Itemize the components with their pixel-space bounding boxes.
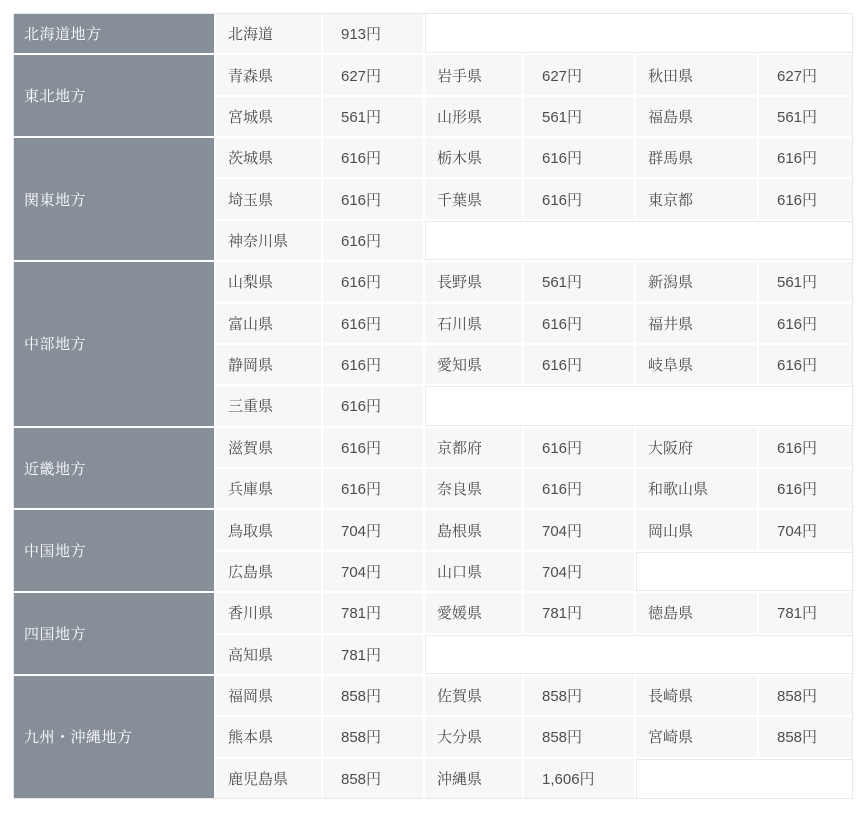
- prefecture-cell: 山口県: [425, 552, 522, 591]
- region-label: 中部地方: [24, 336, 87, 354]
- empty-filler-cell: [425, 386, 852, 425]
- region-header: [14, 138, 214, 260]
- prefecture-cell: 栃木県: [425, 138, 522, 177]
- fee-cell: 616円: [759, 345, 852, 384]
- prefecture-cell: 岐阜県: [636, 345, 757, 384]
- prefecture-cell: 富山県: [216, 304, 321, 343]
- fee-cell: 627円: [323, 55, 423, 94]
- prefecture-cell: 静岡県: [216, 345, 321, 384]
- prefecture-cell: 青森県: [216, 55, 321, 94]
- fee-cell: 616円: [524, 304, 634, 343]
- prefecture-cell: 鳥取県: [216, 510, 321, 549]
- prefecture-cell: 岩手県: [425, 55, 522, 94]
- prefecture-cell: 愛知県: [425, 345, 522, 384]
- fee-cell: 858円: [323, 676, 423, 715]
- prefecture-cell: 福岡県: [216, 676, 321, 715]
- prefecture-cell: 高知県: [216, 635, 321, 674]
- prefecture-cell: 鹿児島県: [216, 759, 321, 798]
- prefecture-cell: 愛媛県: [425, 593, 522, 632]
- empty-filler-cell: [425, 14, 852, 53]
- prefecture-cell: 香川県: [216, 593, 321, 632]
- prefecture-cell: 茨城県: [216, 138, 321, 177]
- prefecture-cell: 福島県: [636, 97, 757, 136]
- prefecture-cell: 岡山県: [636, 510, 757, 549]
- fee-cell: 616円: [323, 179, 423, 218]
- shipping-fee-table: [13, 13, 853, 799]
- region-header: [14, 593, 214, 674]
- prefecture-cell: 兵庫県: [216, 469, 321, 508]
- region-label: 九州・沖縄地方: [24, 729, 133, 747]
- prefecture-cell: 沖縄県: [425, 759, 522, 798]
- fee-cell: 616円: [524, 138, 634, 177]
- prefecture-cell: 熊本県: [216, 717, 321, 756]
- fee-cell: 616円: [759, 469, 852, 508]
- fee-cell: 616円: [323, 469, 423, 508]
- region-header: [14, 676, 214, 798]
- fee-cell: 561円: [759, 262, 852, 301]
- prefecture-cell: 長崎県: [636, 676, 757, 715]
- fee-cell: 704円: [323, 552, 423, 591]
- region-label: 中国地方: [24, 543, 87, 561]
- fee-cell: 704円: [323, 510, 423, 549]
- fee-cell: 627円: [759, 55, 852, 94]
- prefecture-cell: 山形県: [425, 97, 522, 136]
- fee-cell: 858円: [759, 676, 852, 715]
- fee-cell: 616円: [524, 345, 634, 384]
- fee-cell: 858円: [524, 676, 634, 715]
- prefecture-cell: 福井県: [636, 304, 757, 343]
- fee-cell: 616円: [323, 138, 423, 177]
- prefecture-cell: 群馬県: [636, 138, 757, 177]
- region-label: 四国地方: [24, 626, 87, 644]
- fee-cell: 616円: [759, 179, 852, 218]
- fee-cell: 616円: [323, 304, 423, 343]
- fee-cell: 561円: [524, 262, 634, 301]
- fee-cell: 858円: [323, 717, 423, 756]
- prefecture-cell: 奈良県: [425, 469, 522, 508]
- fee-cell: 858円: [524, 717, 634, 756]
- prefecture-cell: 石川県: [425, 304, 522, 343]
- prefecture-cell: 千葉県: [425, 179, 522, 218]
- region-label: 北海道地方: [24, 26, 102, 44]
- prefecture-cell: 宮城県: [216, 97, 321, 136]
- region-header: [14, 510, 214, 591]
- prefecture-cell: 大分県: [425, 717, 522, 756]
- prefecture-cell: 長野県: [425, 262, 522, 301]
- fee-cell: 704円: [524, 510, 634, 549]
- empty-filler-cell: [636, 759, 852, 798]
- fee-cell: 616円: [323, 428, 423, 467]
- page: [0, 13, 862, 826]
- fee-cell: 561円: [524, 97, 634, 136]
- prefecture-cell: 徳島県: [636, 593, 757, 632]
- prefecture-cell: 神奈川県: [216, 221, 321, 260]
- prefecture-cell: 埼玉県: [216, 179, 321, 218]
- prefecture-cell: 宮崎県: [636, 717, 757, 756]
- fee-cell: 561円: [323, 97, 423, 136]
- fee-cell: 616円: [524, 428, 634, 467]
- fee-cell: 616円: [524, 179, 634, 218]
- fee-cell: 616円: [524, 469, 634, 508]
- prefecture-cell: 広島県: [216, 552, 321, 591]
- prefecture-cell: 山梨県: [216, 262, 321, 301]
- fee-cell: 616円: [323, 345, 423, 384]
- fee-cell: 616円: [323, 221, 423, 260]
- fee-cell: 781円: [323, 593, 423, 632]
- region-header: [14, 262, 214, 425]
- empty-filler-cell: [425, 635, 852, 674]
- empty-filler-cell: [425, 221, 852, 260]
- region-header: [14, 428, 214, 509]
- fee-cell: 858円: [323, 759, 423, 798]
- fee-cell: 616円: [759, 428, 852, 467]
- fee-cell: 781円: [759, 593, 852, 632]
- prefecture-cell: 北海道: [216, 14, 321, 53]
- prefecture-cell: 秋田県: [636, 55, 757, 94]
- fee-cell: 627円: [524, 55, 634, 94]
- prefecture-cell: 和歌山県: [636, 469, 757, 508]
- prefecture-cell: 新潟県: [636, 262, 757, 301]
- prefecture-cell: 三重県: [216, 386, 321, 425]
- fee-cell: 1,606円: [524, 759, 634, 798]
- region-label: 東北地方: [24, 88, 87, 106]
- fee-cell: 616円: [323, 262, 423, 301]
- region-label: 関東地方: [24, 191, 87, 209]
- fee-cell: 616円: [323, 386, 423, 425]
- prefecture-cell: 大阪府: [636, 428, 757, 467]
- region-header: [14, 14, 214, 53]
- fee-cell: 704円: [759, 510, 852, 549]
- region-header: [14, 55, 214, 136]
- fee-cell: 858円: [759, 717, 852, 756]
- fee-cell: 913円: [323, 14, 423, 53]
- prefecture-cell: 佐賀県: [425, 676, 522, 715]
- prefecture-cell: 滋賀県: [216, 428, 321, 467]
- fee-cell: 616円: [759, 138, 852, 177]
- fee-cell: 781円: [323, 635, 423, 674]
- prefecture-cell: 東京都: [636, 179, 757, 218]
- fee-cell: 616円: [759, 304, 852, 343]
- empty-filler-cell: [636, 552, 852, 591]
- fee-cell: 704円: [524, 552, 634, 591]
- prefecture-cell: 島根県: [425, 510, 522, 549]
- fee-cell: 781円: [524, 593, 634, 632]
- fee-cell: 561円: [759, 97, 852, 136]
- prefecture-cell: 京都府: [425, 428, 522, 467]
- region-label: 近畿地方: [24, 460, 87, 478]
